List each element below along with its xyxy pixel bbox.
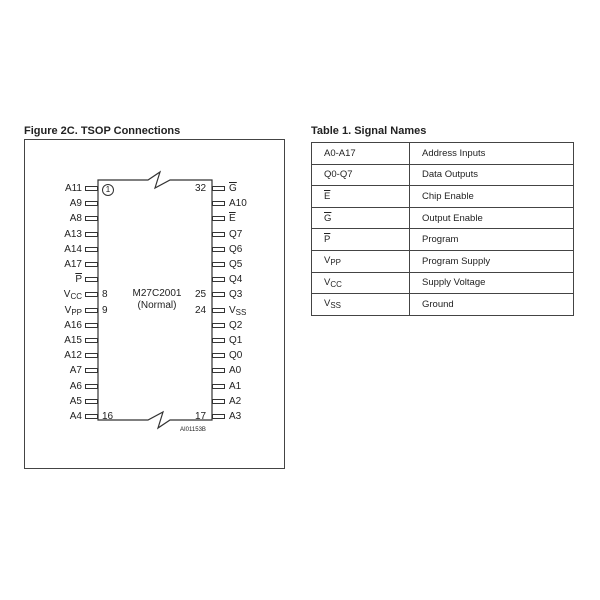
label-subscript: CC xyxy=(330,279,342,289)
pin-number: 1 xyxy=(102,184,114,196)
label-text: $\overline{P}$ xyxy=(324,234,331,246)
pin-lead xyxy=(212,368,225,373)
label-subscript: CC xyxy=(70,292,82,302)
label-text: Q0-Q7 xyxy=(324,169,353,181)
pin-label xyxy=(229,305,246,319)
pin-lead xyxy=(212,277,225,282)
pin-number: 16 xyxy=(102,411,114,422)
pin-lead xyxy=(212,292,225,297)
label-text: Q4 xyxy=(229,274,243,286)
pin-label xyxy=(229,350,242,362)
label-text: Q0 xyxy=(229,350,243,362)
pin-lead xyxy=(212,384,225,389)
label-text: V xyxy=(324,255,331,267)
pin-label xyxy=(229,183,237,195)
pin-label xyxy=(42,198,82,210)
pin-label xyxy=(42,320,82,332)
pin-lead xyxy=(212,308,225,313)
pin-number: 25 xyxy=(195,289,207,301)
label-text: A1 xyxy=(229,380,242,392)
pin-label xyxy=(229,320,242,332)
pin-lead xyxy=(85,232,98,237)
pin-label xyxy=(42,289,82,303)
label-text: A3 xyxy=(229,411,242,422)
pin-lead xyxy=(85,414,98,419)
pin-lead xyxy=(85,368,98,373)
label-text: A17 xyxy=(64,259,82,270)
pin-lead xyxy=(85,308,98,313)
label-text: A6 xyxy=(69,380,82,392)
pin-label xyxy=(229,381,241,393)
chip-label xyxy=(112,288,202,312)
signal-cell xyxy=(312,250,410,272)
pin-lead xyxy=(85,277,98,282)
pin-lead xyxy=(85,216,98,221)
table-row xyxy=(312,164,574,186)
table-row xyxy=(312,207,574,229)
pin-lead xyxy=(85,201,98,206)
label-subscript: SS xyxy=(330,301,342,311)
label-text: $\overline{P}$ xyxy=(75,274,82,286)
label-text: A11 xyxy=(64,183,82,194)
label-subscript: PP xyxy=(330,258,342,268)
pin-number: 24 xyxy=(195,304,207,316)
label-text: A12 xyxy=(64,350,82,362)
pin-number: 32 xyxy=(195,183,207,194)
label-text: A14 xyxy=(64,243,82,255)
pin-lead xyxy=(212,216,225,221)
pin-label xyxy=(42,259,82,271)
signal-cell xyxy=(312,294,410,316)
signal-cell xyxy=(312,164,410,186)
pin-lead xyxy=(212,353,225,358)
label-text: A15 xyxy=(64,335,82,346)
pin-label xyxy=(42,229,82,241)
pin-lead xyxy=(212,186,225,191)
label-text: $\overline{G}$ xyxy=(229,183,237,194)
pin-label xyxy=(229,396,241,408)
pin-label xyxy=(229,365,241,377)
label-text: A16 xyxy=(64,319,82,331)
pin-lead xyxy=(212,338,225,343)
pin-label xyxy=(229,229,242,241)
pin-lead xyxy=(85,338,98,343)
label-subscript: SS xyxy=(235,307,247,317)
figure-reference-code: AI01153B xyxy=(180,427,206,433)
pin-label xyxy=(229,274,242,286)
pin-lead xyxy=(212,399,225,404)
pin-lead xyxy=(212,232,225,237)
label-text: $\overline{G}$ xyxy=(324,212,332,224)
signal-names-table xyxy=(311,142,574,316)
pin-lead xyxy=(85,262,98,267)
description-cell: Supply Voltage xyxy=(410,272,574,294)
label-text: V xyxy=(64,304,72,316)
pin-label xyxy=(229,335,242,347)
label-text: $\overline{E}$ xyxy=(229,213,236,225)
table-row xyxy=(312,229,574,251)
description-cell: Address Inputs xyxy=(410,143,574,165)
label-text: V xyxy=(324,298,331,310)
label-subscript: PP xyxy=(71,307,82,317)
pin-number: 17 xyxy=(195,411,207,422)
pin-label xyxy=(42,183,82,195)
pin-label xyxy=(229,213,236,225)
pin-lead xyxy=(85,323,98,328)
pin-number: 8 xyxy=(102,289,108,301)
description-cell: Data Outputs xyxy=(410,164,574,186)
pin-lead xyxy=(85,353,98,358)
pin-lead xyxy=(85,292,98,297)
pin-label xyxy=(42,350,82,362)
description-cell: Ground xyxy=(410,294,574,316)
pin-lead xyxy=(85,247,98,252)
pin-lead xyxy=(212,414,225,419)
pin-label xyxy=(229,244,242,256)
label-text: V xyxy=(229,304,236,316)
label-text: V xyxy=(324,276,331,288)
label-text: A13 xyxy=(64,228,82,240)
pin-label xyxy=(42,365,82,377)
signal-cell xyxy=(312,186,410,208)
label-text: Q1 xyxy=(229,335,243,346)
pin-label xyxy=(229,259,242,271)
description-cell: Chip Enable xyxy=(410,186,574,208)
pin-lead xyxy=(212,262,225,267)
description-cell: Program Supply xyxy=(410,250,574,272)
pin-label xyxy=(42,213,82,225)
label-text: A0-A17 xyxy=(324,147,356,159)
table-row xyxy=(312,272,574,294)
signal-cell xyxy=(312,143,410,165)
label-text: $\overline{E}$ xyxy=(324,190,331,202)
pin-label xyxy=(42,335,82,347)
signal-cell xyxy=(312,229,410,251)
label-text: Q3 xyxy=(229,289,243,301)
pin-label xyxy=(229,198,247,210)
label-text: A5 xyxy=(69,395,82,407)
label-text: A10 xyxy=(229,198,247,210)
pin-label xyxy=(42,381,82,393)
table-row xyxy=(312,143,574,165)
pin-lead xyxy=(212,247,225,252)
pin-number: 9 xyxy=(102,304,108,316)
pin-label xyxy=(42,244,82,256)
description-cell: Program xyxy=(410,229,574,251)
pin-label xyxy=(229,411,241,423)
label-text: Q5 xyxy=(229,259,243,270)
table-row xyxy=(312,186,574,208)
label-text: A7 xyxy=(69,365,82,377)
table-row xyxy=(312,250,574,272)
pin-label xyxy=(42,396,82,408)
table-title: Table 1. Signal Names xyxy=(311,125,427,137)
label-text: A4 xyxy=(69,411,82,422)
label-text: A0 xyxy=(229,365,242,377)
pin-lead xyxy=(85,399,98,404)
label-text: Q2 xyxy=(229,319,243,331)
label-text: V xyxy=(63,289,71,301)
signal-cell xyxy=(312,207,410,229)
label-text: Q6 xyxy=(229,243,243,255)
pin-lead xyxy=(85,384,98,389)
label-text: A2 xyxy=(229,395,242,407)
figure-title: Figure 2C. TSOP Connections xyxy=(24,125,181,137)
pin-label xyxy=(42,274,82,286)
pin-label xyxy=(42,411,82,423)
pin-label xyxy=(42,305,82,319)
label-text: Q7 xyxy=(229,228,243,240)
chip-name: M27C2001 xyxy=(132,288,182,299)
pin-label xyxy=(229,289,242,301)
label-text: A9 xyxy=(69,198,82,210)
pin-lead xyxy=(85,186,98,191)
label-text: A8 xyxy=(69,213,82,225)
chip-mode: (Normal) xyxy=(137,300,177,311)
signal-cell xyxy=(312,272,410,294)
pin-lead xyxy=(212,201,225,206)
pin-lead xyxy=(212,323,225,328)
table-row xyxy=(312,294,574,316)
description-cell: Output Enable xyxy=(410,207,574,229)
